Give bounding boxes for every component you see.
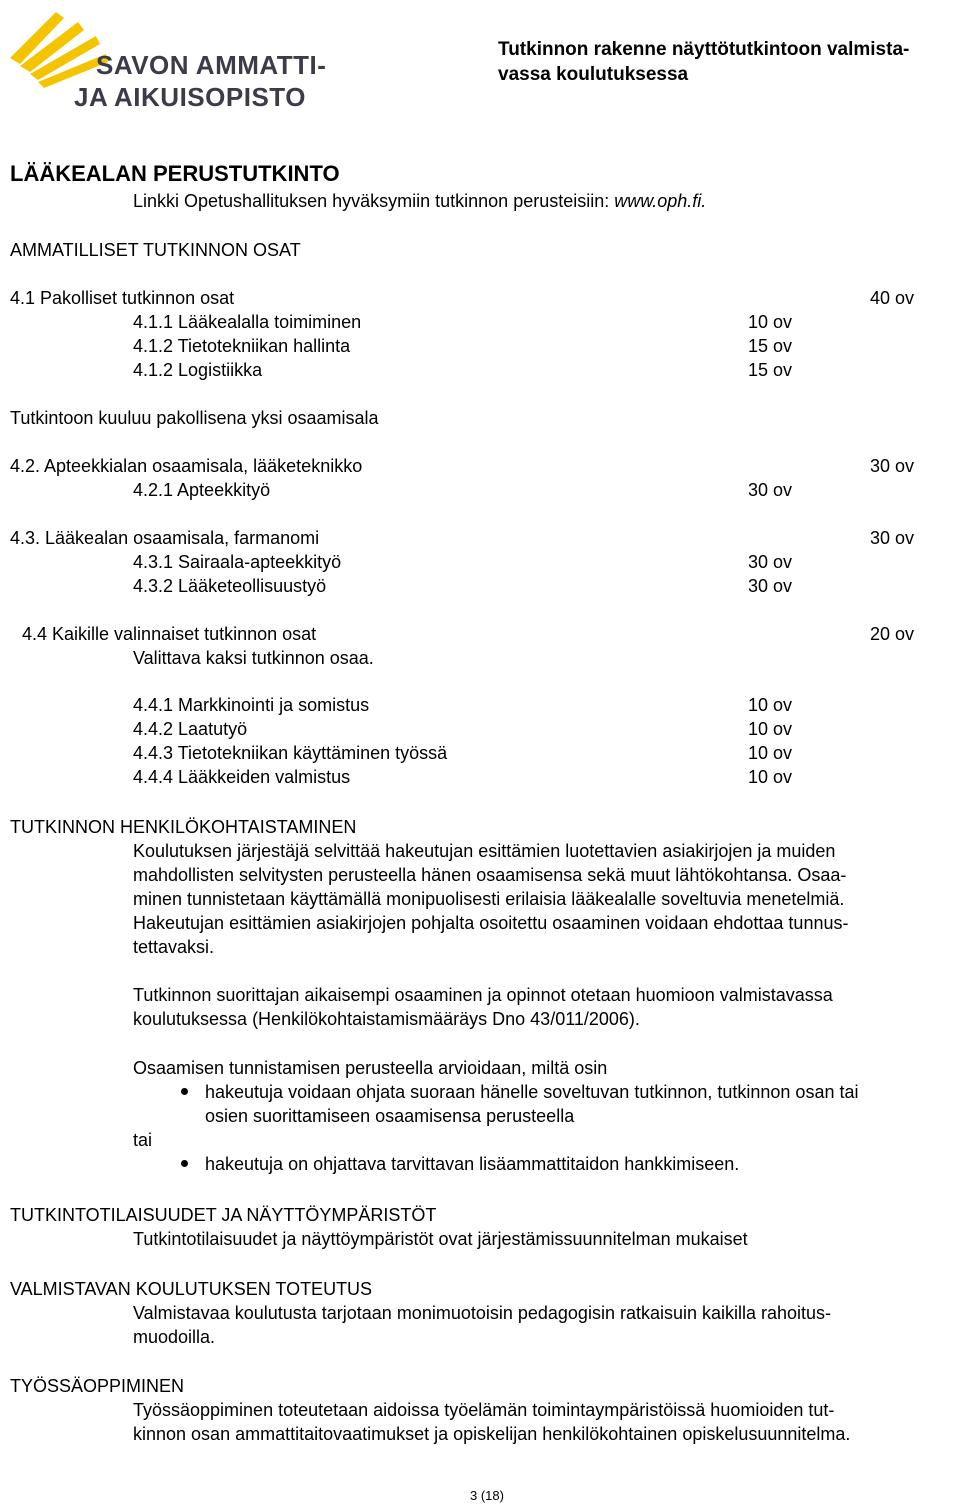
list-item-ov: 10 ov	[748, 743, 793, 763]
organization-logo	[8, 8, 348, 116]
section-43-ov: 30 ov	[870, 528, 915, 548]
list-item-ov: 10 ov	[748, 767, 793, 787]
list-item-label: 4.4.3 Tietotekniikan käyttäminen työssä	[133, 743, 448, 763]
link-text: Linkki Opetushallituksen hyväksymiin tutkinnon perusteisiin:	[133, 191, 615, 211]
list-item-label: 4.4.2 Laatutyö	[133, 719, 248, 739]
list-item-label: 4.1.2 Logistiikka	[133, 360, 263, 380]
list-item-ov: 15 ov	[748, 336, 793, 356]
henk-tai: tai	[133, 1130, 153, 1150]
section-44-note: Valittava kaksi tutkinnon osaa.	[133, 648, 374, 668]
henk-para2-line: koulutuksessa (Henkilökohtaistamismääräys Dno 43/011/2006).	[133, 1009, 640, 1029]
logo-line1: SAVON AMMATTI-	[96, 50, 327, 80]
logo-graphic	[8, 8, 348, 116]
link-url[interactable]: www.oph.fi.	[614, 191, 707, 211]
list-item-label: 4.2.1 Apteekkityö	[133, 480, 271, 500]
section-41-label: 4.1 Pakolliset tutkinnon osat	[10, 288, 235, 308]
section-44-ov: 20 ov	[870, 624, 915, 644]
section-42-ov: 30 ov	[870, 456, 915, 476]
tyossa-heading: TYÖSSÄOPPIMINEN	[10, 1376, 185, 1396]
section-43-label: 4.3. Lääkealan osaamisala, farmanomi	[10, 528, 320, 548]
page-title: LÄÄKEALAN PERUSTUTKINTO	[10, 161, 340, 186]
henk-para2-line: Tutkinnon suorittajan aikaisempi osaaminen ja opinnot otetaan huomioon valmistavassa	[133, 985, 833, 1005]
page-number: 3 (18)	[470, 1488, 504, 1503]
bullet-item-line: hakeutuja on ohjattava tarvittavan lisäammattitaidon hankkimiseen.	[205, 1154, 740, 1174]
list-item-label: 4.3.2 Lääketeollisuustyö	[133, 576, 327, 596]
list-item-label: 4.4.4 Lääkkeiden valmistus	[133, 767, 351, 787]
list-item-ov: 10 ov	[748, 695, 793, 715]
tyossa-line: Työssäoppiminen toteutetaan aidoissa työelämän toimintaympäristöissä huomioiden tut-	[133, 1400, 835, 1420]
document-title-line2: vassa koulutuksessa	[498, 64, 689, 85]
henk-para1-line: minen tunnistetaan käyttämällä monipuolisesti erilaisia lääkealalle soveltuvia menetelmiä.	[133, 889, 845, 909]
list-item-ov: 15 ov	[748, 360, 793, 380]
list-item-label: 4.1.1 Lääkealalla toimiminen	[133, 312, 362, 332]
henk-para1-line: Hakeutujan esittämien asiakirjojen pohjalta osoitettu osaaminen voidaan ehdottaa tunnus-	[133, 913, 849, 933]
list-item-ov: 10 ov	[748, 719, 793, 739]
section-44-label: 4.4 Kaikille valinnaiset tutkinnon osat	[22, 624, 317, 644]
list-item-label: 4.4.1 Markkinointi ja somistus	[133, 695, 370, 715]
section-41-ov: 40 ov	[870, 288, 915, 308]
henk-para1-line: tettavaksi.	[133, 937, 215, 957]
henk-para1-line: Koulutuksen järjestäjä selvittää hakeutujan esittämien luotettavien asiakirjojen ja muiden	[133, 841, 836, 861]
list-item-ov: 10 ov	[748, 312, 793, 332]
toteutus-line: muodoilla.	[133, 1327, 216, 1347]
section-42-label: 4.2. Apteekkialan osaamisala, lääketeknikko	[10, 456, 363, 476]
tilaisuudet-heading: TUTKINTOTILAISUUDET JA NÄYTTÖYMPÄRISTÖT	[10, 1205, 437, 1225]
pakollinen-note: Tutkintoon kuuluu pakollisena yksi osaamisala	[10, 408, 379, 428]
henk-para1-line: mahdollisten selvitysten perusteella hänen osaamisensa sekä muut lähtökohtansa. Osaa-	[133, 865, 847, 885]
henk-para3: Osaamisen tunnistamisen perusteella arvioidaan, miltä osin	[133, 1058, 608, 1078]
toteutus-heading: VALMISTAVAN KOULUTUKSEN TOTEUTUS	[10, 1279, 373, 1299]
document-title-line1: Tutkinnon rakenne näyttötutkintoon valmista-	[498, 39, 910, 60]
toteutus-line: Valmistavaa koulutusta tarjotaan monimuotoisin pedagogisin ratkaisuin kaikilla rahoitus-	[133, 1303, 832, 1323]
list-item-label: 4.1.2 Tietotekniikan hallinta	[133, 336, 351, 356]
list-item-label: 4.3.1 Sairaala-apteekkityö	[133, 552, 342, 572]
bullet-item-line: hakeutuja voidaan ohjata suoraan hänelle soveltuvan tutkinnon, tutkinnon osan tai	[205, 1082, 859, 1102]
link-line	[133, 189, 706, 213]
logo-rays-icon	[10, 12, 108, 88]
tilaisuudet-text: Tutkintotilaisuudet ja näyttöympäristöt ovat järjestämissuunnitelman mukaiset	[133, 1229, 748, 1249]
list-item-ov: 30 ov	[748, 552, 793, 572]
tyossa-line: kinnon osan ammattitaitovaatimukset ja opiskelijan henkilökohtainen opiskelusuunnitelma.	[133, 1424, 851, 1444]
bullet-icon	[181, 1088, 188, 1095]
list-item-ov: 30 ov	[748, 480, 793, 500]
list-item-ov: 30 ov	[748, 576, 793, 596]
bullet-icon	[181, 1160, 188, 1167]
section-heading-ammatilliset: AMMATILLISET TUTKINNON OSAT	[10, 240, 301, 260]
logo-line2: JA AIKUISOPISTO	[74, 82, 306, 112]
bullet-item-line: osien suorittamiseen osaamisensa perusteella	[205, 1106, 575, 1126]
henk-heading: TUTKINNON HENKILÖKOHTAISTAMINEN	[10, 817, 357, 837]
